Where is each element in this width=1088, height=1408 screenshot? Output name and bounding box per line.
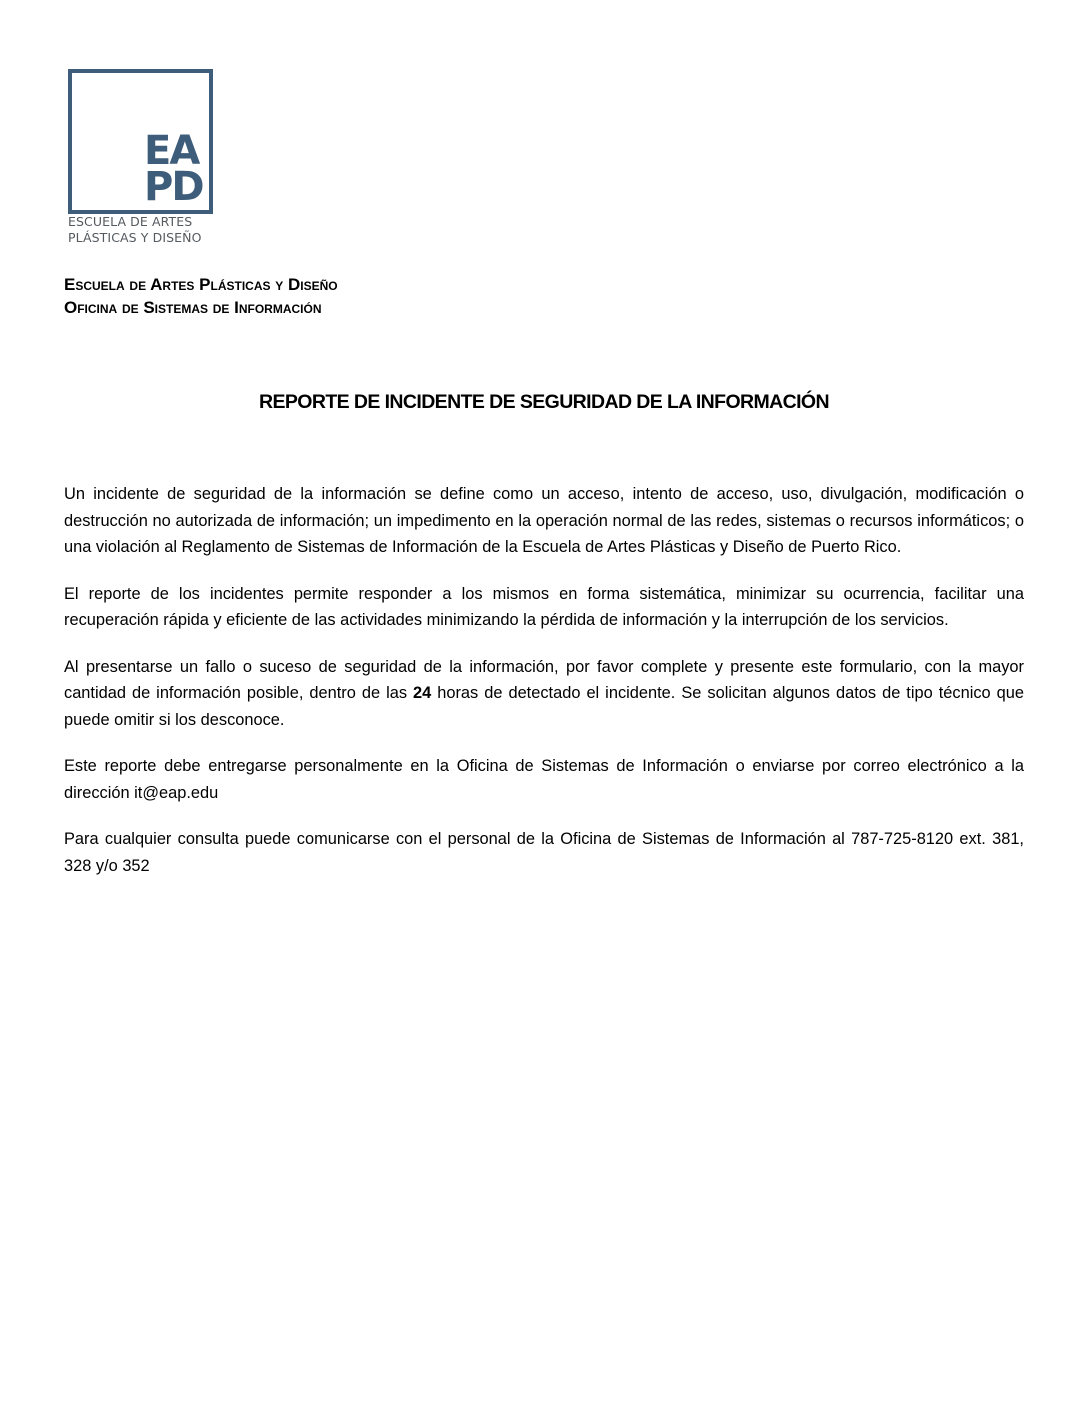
- paragraph-purpose: El reporte de los incidentes permite responder a los mismos en forma sistemática, minimizar su ocurrencia, facilitar una recuperación rápida y eficiente de las actividades minimizando la pérdida de información y la interrupción de los servicios.: [64, 584, 1024, 629]
- paragraph-definition: Un incidente de seguridad de la información se define como un acceso, intento de acceso, uso, divulgación, modificación o destrucción no autorizada de información; un impedimento en la operación normal de las redes, sistemas o recursos informáticos; o una violación al Reglamento de Sistemas de Información de la Escuela de Artes Plásticas y Diseño de Puerto Rico.: [64, 485, 1024, 556]
- logo-subtitle-line2: PLÁSTICAS Y DISEÑO: [68, 230, 202, 245]
- paragraph-delivery: [64, 753, 1024, 806]
- instructions-text: Al presentarse un fallo o suceso de seguridad de la información, por favor complete y presente este formulario, con la mayor cantidad de información posible, dentro de las: [64, 657, 1024, 702]
- logo-subtitle-line1: ESCUELA DE ARTES: [68, 214, 193, 229]
- paragraph-instructions: [64, 654, 1024, 734]
- institution-name: Escuela de Artes Plásticas y Diseño: [64, 275, 338, 294]
- email-address[interactable]: it@eap.edu: [134, 783, 219, 802]
- document-body: [64, 481, 1024, 899]
- logo-letters: [144, 128, 214, 210]
- logo-subtitle: [68, 214, 228, 246]
- instructions-text-end: horas de detectado el incidente. Se solicitan algunos datos de tipo técnico que puede omitir si los desconoce.: [64, 684, 1024, 729]
- office-name: Oficina de Sistemas de Información: [64, 298, 322, 317]
- hours-value: 24: [413, 684, 432, 702]
- organization-header: [64, 273, 338, 319]
- delivery-text: Este reporte debe entregarse personalmente en la Oficina de Sistemas de Información o enviarse por correo electrónico a la dirección: [64, 757, 1024, 802]
- eapd-logo: [68, 69, 214, 249]
- paragraph-contact: Para cualquier consulta puede comunicarse con el personal de la Oficina de Sistemas de Información al 787-725-8120 ext. 381, 328 y/o 352: [64, 830, 1024, 875]
- logo-letters-ea: EA: [144, 128, 199, 174]
- document-title: REPORTE DE INCIDENTE DE SEGURIDAD DE LA INFORMACIÓN: [259, 391, 829, 413]
- logo-letters-pd: PD: [144, 164, 203, 210]
